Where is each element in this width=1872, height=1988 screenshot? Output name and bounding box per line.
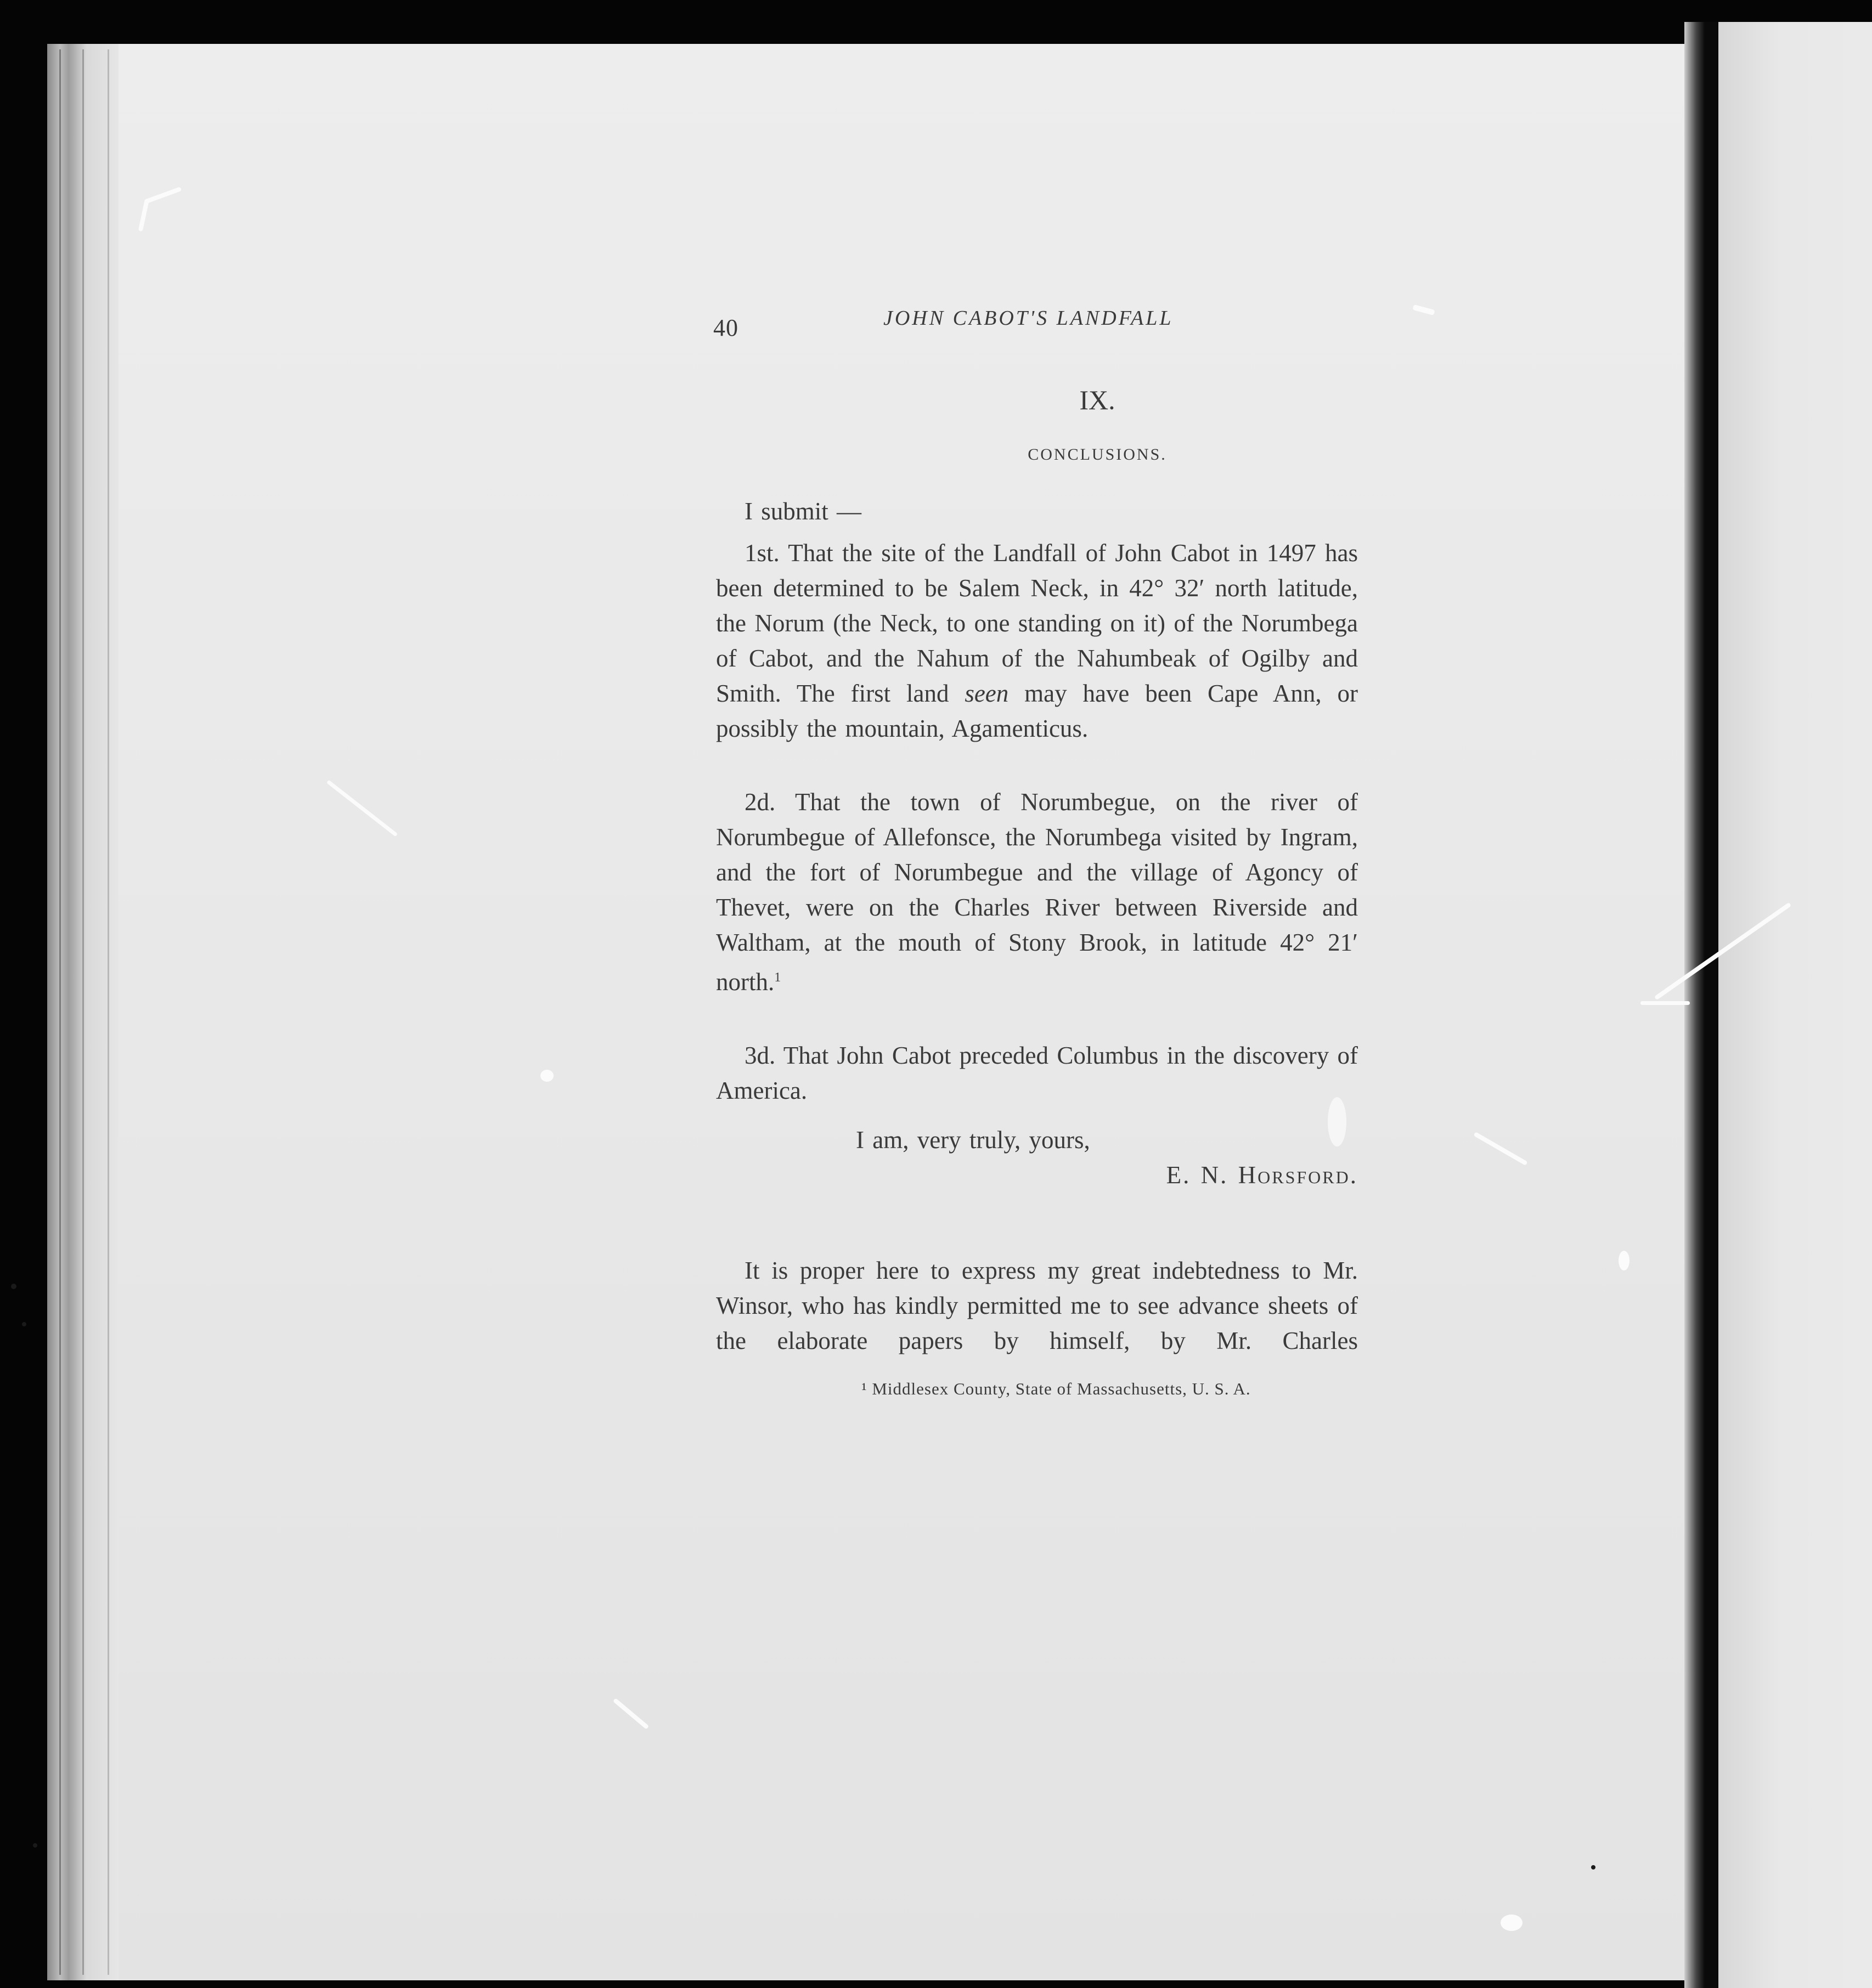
scan-scratch [1501, 1914, 1523, 1931]
page-number: 40 [713, 314, 738, 341]
facing-page [1718, 22, 1872, 1988]
dust-speck [33, 1843, 37, 1848]
conclusion-paragraph-3: 3d. That John Cabot preceded Columbus in the discovery of America. [716, 1042, 1358, 1104]
gutter-edge-line [108, 49, 109, 1975]
paragraph-text: 1st. That the site of the Landfall of John Cabot in 1497 has been determined to be Salem Neck, in 42° 32′ north latitude, the Norum (the Neck, to one standing on it) of the Norumbega of Cabot, and the Nahum of the Nahumbeak of Ogilby and Smith. The first land [716, 539, 1358, 707]
dust-speck [1591, 1865, 1595, 1870]
gutter-edge-line [82, 49, 84, 1975]
section-title: CONCLUSIONS. [1028, 445, 1167, 464]
conclusion-paragraph-1 [716, 535, 1358, 746]
scan-scratch [1640, 1001, 1690, 1005]
scan-scratch [540, 1070, 554, 1082]
body-text [716, 494, 1358, 1358]
paragraph-text: 2d. That the town of Norumbegue, on the river of Norumbegue of Allefonsce, the Norumbega visited by Ingram, and the fort of Norumbegue and the village of Agoncy of Thevet, were on the Charles River between Riverside and Waltham, at the mouth of Stony Brook, in latitude 42° 21′ north. [716, 788, 1358, 996]
conclusion-paragraph-2 [716, 784, 1358, 999]
running-title: JOHN CABOT'S LANDFALL [883, 307, 1174, 330]
running-head [713, 306, 1366, 350]
intro-line: I submit — [745, 498, 862, 525]
paragraph-text: may have been Cape Ann, or possibly the mountain, Agamenticus. [716, 680, 1358, 742]
dust-speck [11, 1284, 16, 1289]
footnote: ¹ Middlesex County, State of Massachusetts, U. S. A. [861, 1379, 1251, 1398]
page-fold [1684, 22, 1718, 1988]
gutter-edge-line [59, 49, 61, 1975]
italic-word: seen [965, 680, 1009, 707]
dust-speck [22, 1322, 26, 1326]
scan-scratch [1619, 1251, 1629, 1270]
section-number: IX. [1079, 385, 1115, 415]
acknowledgement-paragraph: It is proper here to express my great indebtedness to Mr. Winsor, who has kindly permitted me to see advance sheets of the elaborate papers by himself, by Mr. Charles [716, 1257, 1358, 1354]
closing-line: I am, very truly, yours, [856, 1126, 1090, 1154]
signature: E. N. Horsford. [1166, 1161, 1358, 1189]
footnote-marker: 1 [774, 970, 781, 985]
